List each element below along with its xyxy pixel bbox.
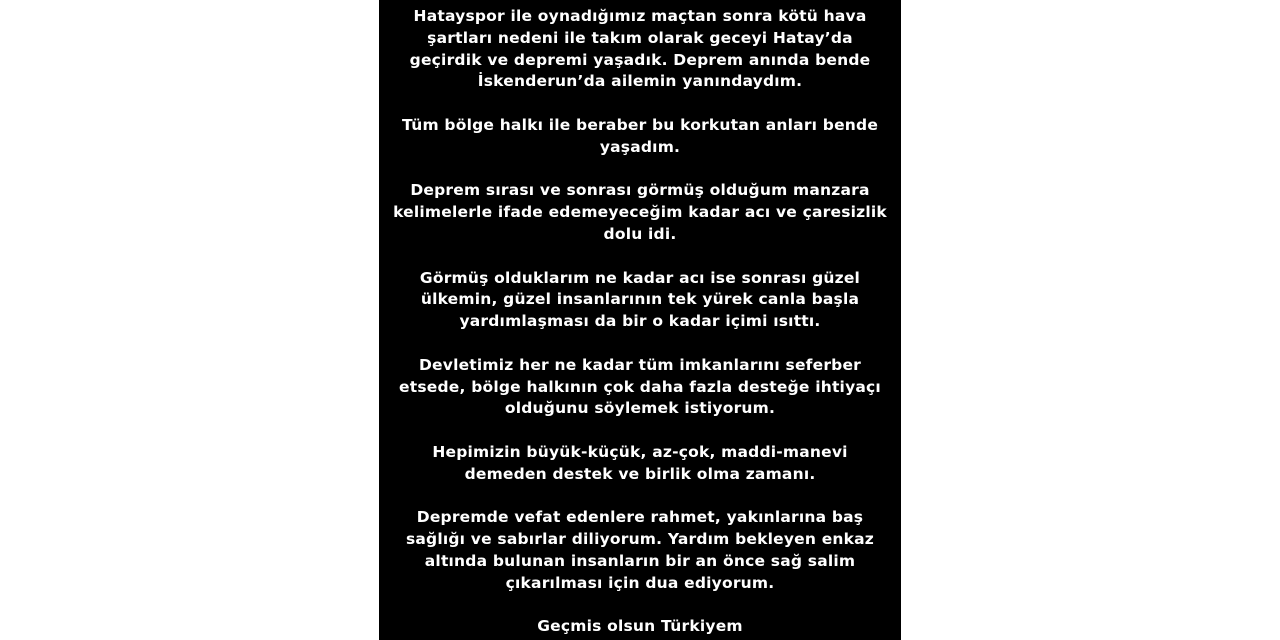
text-line: dolu idi. xyxy=(603,224,677,243)
text-line: Deprem sırası ve sonrası görmüş olduğum manzara xyxy=(410,181,870,200)
text-line: Depremde vefat edenlere rahmet, yakınlarına baş xyxy=(416,508,864,527)
paragraph-5 xyxy=(379,355,901,420)
paragraph-7 xyxy=(379,507,901,594)
text-line: etsede, bölge halkının çok daha fazla desteğe ihtiyaçı xyxy=(399,377,881,396)
story-message xyxy=(379,6,901,640)
text-line: Tüm bölge halkı ile beraber bu korkutan anları bende xyxy=(401,115,879,134)
text-line: Hatayspor ile oynadığımız maçtan sonra kötü hava xyxy=(413,7,867,25)
paragraph-8 xyxy=(379,616,901,638)
text-line: İskenderun’da ailemin yanındaydım. xyxy=(477,72,803,91)
text-line: şartları nedeni ile takım olarak geceyi Hatay’da xyxy=(427,28,853,47)
text-line: sağlığı ve sabırlar diliyorum. Yardım bekleyen enkaz xyxy=(405,530,875,549)
text-line: geçirdik ve depremi yaşadık. Deprem anında bende xyxy=(409,50,871,69)
text-line: yardımlaşması da bir o kadar içimi ısıttı. xyxy=(459,312,821,331)
text-line: Görmüş olduklarım ne kadar acı ise sonrası güzel xyxy=(419,268,861,287)
paragraph-2 xyxy=(379,115,901,159)
text-line: ülkemin, güzel insanlarının tek yürek canla başla xyxy=(420,290,860,309)
text-line: çıkarılması için dua ediyorum. xyxy=(505,573,775,592)
text-line: altında bulunan insanların bir an önce sağ salim xyxy=(424,551,856,570)
text-line: demeden destek ve birlik olma zamanı. xyxy=(464,464,816,483)
paragraph-6 xyxy=(379,442,901,486)
text-line: olduğunu söylemek istiyorum. xyxy=(504,399,776,418)
story-panel xyxy=(379,0,901,640)
paragraph-1 xyxy=(379,6,901,93)
text-line: yaşadım. xyxy=(599,137,681,156)
text-line: Hepimizin büyük-küçük, az-çok, maddi-manevi xyxy=(432,442,848,461)
paragraph-4 xyxy=(379,268,901,333)
paragraph-3 xyxy=(379,180,901,245)
text-line: Devletimiz her ne kadar tüm imkanlarını seferber xyxy=(418,355,862,374)
text-line: Geçmis olsun Türkiyem xyxy=(537,617,743,636)
text-line: kelimelerle ifade edemeyeceğim kadar acı ve çaresizlik xyxy=(393,203,887,222)
